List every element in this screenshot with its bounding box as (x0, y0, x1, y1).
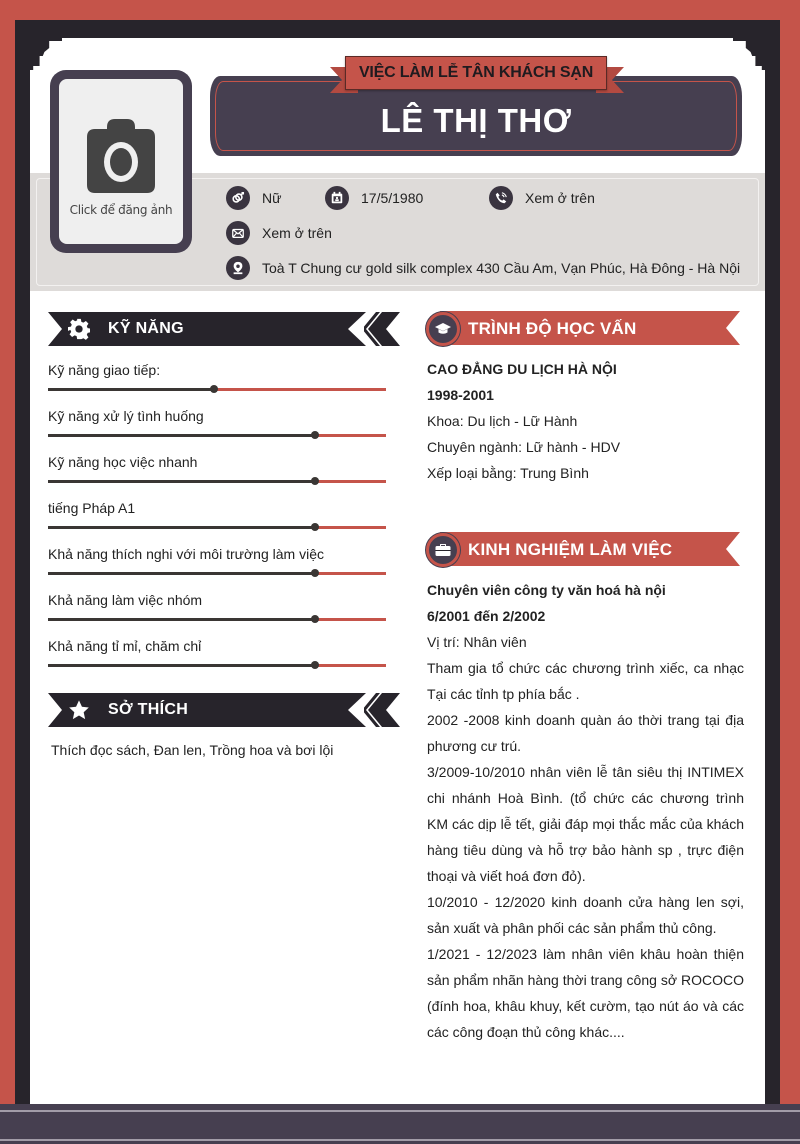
education-period: 1998-2001 (427, 387, 494, 403)
slider-knob[interactable] (311, 431, 319, 439)
hobbies-text[interactable]: Thích đọc sách, Đan len, Trồng hoa và bơi lội (51, 742, 334, 758)
experience-line: 10/2010 - 12/2020 kinh doanh cửa hàng len sợi, sản xuất và phân phối các sản phẩm thủ công. (427, 894, 744, 936)
skill-slider[interactable] (48, 434, 386, 437)
grade: Xếp loại bằng: Trung Bình (427, 465, 589, 481)
experience-section-header: KINH NGHIỆM LÀM VIỆC (426, 530, 742, 566)
school-name: CAO ĐẲNG DU LỊCH HÀ NỘI (427, 361, 617, 377)
company-name: Chuyên viên công ty văn hoá hà nội (427, 582, 666, 598)
education-section-header: TRÌNH ĐỘ HỌC VẤN (426, 309, 742, 345)
experience-content[interactable] (427, 577, 744, 1045)
skill-item[interactable]: Khả năng tỉ mỉ, chăm chỉ (48, 638, 388, 654)
education-content[interactable] (427, 356, 744, 486)
briefcase-icon (435, 543, 451, 557)
candidate-name[interactable]: LÊ THỊ THƠ (380, 102, 572, 139)
skill-item[interactable]: Kỹ năng học việc nhanh (48, 454, 388, 470)
slider-knob[interactable] (311, 569, 319, 577)
position: Vị trí: Nhân viên (427, 634, 527, 650)
skill-slider[interactable] (48, 618, 386, 621)
envelope-icon (226, 221, 250, 245)
slider-knob[interactable] (311, 661, 319, 669)
contact-email[interactable]: Xem ở trên (226, 221, 332, 245)
skill-item[interactable]: tiếng Pháp A1 (48, 500, 388, 516)
calendar-icon (325, 186, 349, 210)
experience-line: 1/2021 - 12/2023 làm nhân viên khâu hoàn thiện sản phẩm nhãn hàng thời trang công sở ROCOCO (đính hoa, khâu khuy, kết cườm, tạo nút áo và các các công đoạn thủ công khác.... (427, 946, 744, 1040)
graduation-cap-icon (435, 322, 451, 336)
experience-line: Tham gia tổ chức các chương trình xiếc, ca nhạc Tại các tỉnh tp phía bắc . (427, 660, 744, 702)
avatar-upload[interactable] (50, 70, 192, 253)
skill-slider[interactable] (48, 388, 386, 391)
skill-slider[interactable] (48, 480, 386, 483)
faculty: Khoa: Du lịch - Lữ Hành (427, 413, 578, 429)
slider-knob[interactable] (311, 615, 319, 623)
experience-period: 6/2001 đến 2/2002 (427, 608, 546, 624)
contact-address[interactable]: Toà T Chung cư gold silk complex 430 Cầu Am, Vạn Phúc, Hà Đông - Hà Nội (226, 256, 740, 280)
experience-line: 3/2009-10/2010 nhân viên lễ tân siêu thị INTIMEX chi nhánh Hoà Bình. (tổ chức các chương trình KM các dịp lễ tết, giải đáp mọi thắc mắc của khách hàng tiêu dùng và hỗ trợ bảo hành sp , trực điện thoại và viết hoá đơn đỏ). (427, 764, 744, 884)
skills-section-header: KỸ NĂNG (48, 312, 398, 346)
map-pin-icon (226, 256, 250, 280)
footer-band (0, 1104, 800, 1144)
slider-knob[interactable] (311, 477, 319, 485)
hobbies-section-header: SỞ THÍCH (48, 693, 398, 727)
skill-item[interactable]: Kỹ năng giao tiếp: (48, 362, 388, 378)
skill-slider[interactable] (48, 664, 386, 667)
gear-icon (68, 318, 90, 340)
experience-line: 2002 -2008 kinh doanh quàn áo thời trang tại địa phương cư trú. (427, 712, 744, 754)
major: Chuyên ngành: Lữ hành - HDV (427, 439, 621, 455)
briefcase-badge (426, 533, 460, 567)
contact-phone[interactable]: Xem ở trên (489, 186, 595, 210)
slider-knob[interactable] (210, 385, 218, 393)
contact-gender[interactable]: Nữ (226, 186, 281, 210)
job-title-ribbon[interactable] (345, 56, 607, 90)
contact-birthday[interactable]: 17/5/1980 (325, 186, 423, 210)
graduation-cap-badge (426, 312, 460, 346)
skill-slider[interactable] (48, 526, 386, 529)
skill-item[interactable]: Khả năng làm việc nhóm (48, 592, 388, 608)
skill-item[interactable]: Kỹ năng xử lý tình huống (48, 408, 388, 424)
skill-slider[interactable] (48, 572, 386, 575)
star-icon (68, 699, 90, 721)
gender-icon (226, 186, 250, 210)
photo-caption: Click để đăng ảnh (69, 203, 173, 217)
camera-icon (85, 115, 157, 195)
job-title: VIỆC LÀM LỄ TÂN KHÁCH SẠN (358, 64, 594, 81)
slider-knob[interactable] (311, 523, 319, 531)
phone-icon (489, 186, 513, 210)
skill-item[interactable]: Khả năng thích nghi với môi trường làm việc (48, 546, 388, 562)
